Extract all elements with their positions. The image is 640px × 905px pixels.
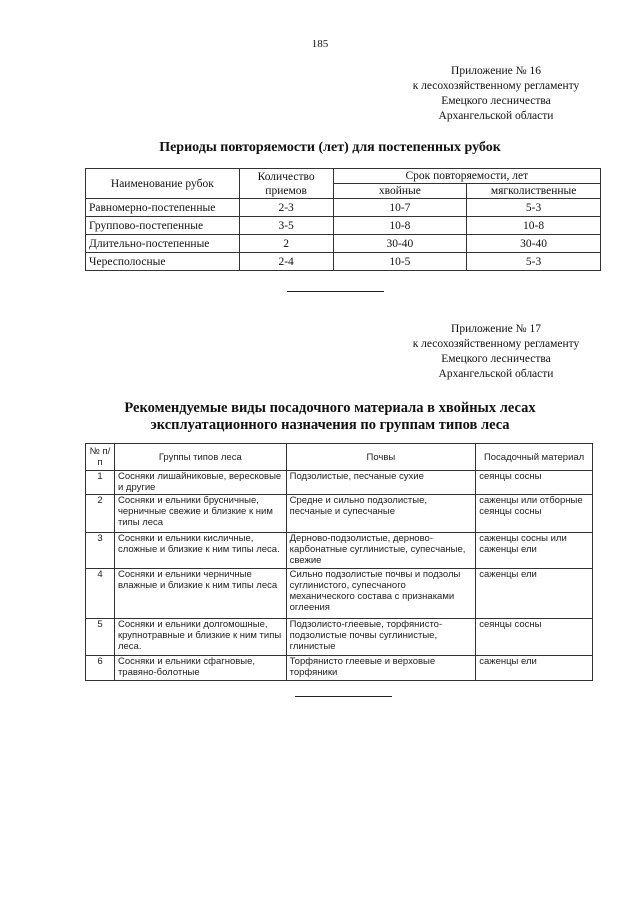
cell-num: 1 — [86, 471, 115, 495]
planting-material-table — [85, 443, 593, 681]
cell-group: Сосняки и ельники кисличные, сложные и близкие к ним типы леса. — [114, 533, 286, 569]
cell-num: 4 — [86, 569, 115, 619]
table-row — [86, 533, 593, 569]
page-number: 185 — [311, 38, 329, 50]
col-header-soft: мягколиственные — [467, 184, 601, 199]
col-header-period: Срок повторяемости, лет — [333, 169, 600, 184]
col-header-material: Посадочный материал — [476, 444, 593, 471]
col-header-count: Количество приемов — [239, 169, 333, 199]
cell-material: саженцы сосны или саженцы ели — [476, 533, 593, 569]
cell-soil: Сильно подзолистые почвы и подзолы суглинистого, супесчаного механического состава с признаками оглеения — [286, 569, 476, 619]
repeat-periods-table — [85, 168, 601, 271]
table-row — [86, 217, 601, 235]
appendix-16-line1: Приложение № 16 — [451, 65, 541, 77]
cell-num: 5 — [86, 619, 115, 656]
cell-count: 2 — [239, 235, 333, 253]
separator-rule — [287, 291, 384, 292]
table-row — [86, 471, 593, 495]
cell-count: 3-5 — [239, 217, 333, 235]
col-header-name: Наименование рубок — [86, 169, 240, 199]
cell-conifer: 30-40 — [333, 235, 467, 253]
appendix-16-line4: Архангельской области — [438, 110, 554, 122]
cell-group: Сосняки и ельники брусничные, черничные свежие и близкие к ним типы леса — [114, 495, 286, 533]
table2-title-line2: эксплуатационного назначения по группам типов леса — [150, 417, 510, 433]
appendix-16-line2: к лесохозяйственному регламенту — [412, 80, 580, 92]
appendix-16-line3: Емецкого лесничества — [441, 95, 551, 107]
cell-name: Группово-постепенные — [86, 217, 240, 235]
table1-title: Периоды повторяемости (лет) для постепенных рубок — [159, 140, 501, 155]
cell-group: Сосняки и ельники черничные влажные и близкие к ним типы леса — [114, 569, 286, 619]
cell-soil: Дерново-подзолистые, дерново-карбонатные суглинистые, супесчаные, свежие — [286, 533, 476, 569]
appendix-16-header — [396, 64, 596, 124]
cell-soft: 5-3 — [467, 253, 601, 271]
cell-soft: 5-3 — [467, 199, 601, 217]
table-row — [86, 235, 601, 253]
cell-count: 2-4 — [239, 253, 333, 271]
cell-material: сеянцы сосны — [476, 619, 593, 656]
cell-soil: Подзолисто-глеевые, торфянисто-подзолистые почвы суглинистые, глинистые — [286, 619, 476, 656]
table-row — [86, 619, 593, 656]
appendix-17-line1: Приложение № 17 — [451, 323, 541, 335]
cell-material: саженцы или отборные сеянцы сосны — [476, 495, 593, 533]
cell-soft: 30-40 — [467, 235, 601, 253]
separator-rule — [295, 696, 392, 697]
cell-group: Сосняки и ельники долгомошные, крупнотравные и близкие к ним типы леса. — [114, 619, 286, 656]
cell-num: 6 — [86, 656, 115, 681]
appendix-17-line2: к лесохозяйственному регламенту — [412, 338, 580, 350]
col-header-num: № п/п — [86, 444, 115, 471]
cell-conifer: 10-7 — [333, 199, 467, 217]
cell-soft: 10-8 — [467, 217, 601, 235]
cell-group: Сосняки лишайниковые, вересковые и другие — [114, 471, 286, 495]
cell-soil: Средне и сильно подзолистые, песчаные и супесчаные — [286, 495, 476, 533]
col-header-soils: Почвы — [286, 444, 476, 471]
col-header-conifer: хвойные — [333, 184, 467, 199]
cell-group: Сосняки и ельники сфагновые, травяно-болотные — [114, 656, 286, 681]
table-row — [86, 495, 593, 533]
cell-material: саженцы ели — [476, 656, 593, 681]
table-row — [86, 656, 593, 681]
appendix-17-line4: Архангельской области — [438, 368, 554, 380]
table2-title-line1: Рекомендуемые виды посадочного материала в хвойных лесах — [124, 400, 536, 416]
cell-soil: Торфянисто глеевые и верховые торфяники — [286, 656, 476, 681]
table-row — [86, 253, 601, 271]
table-row — [86, 199, 601, 217]
table2-title — [70, 400, 590, 434]
col-header-groups: Группы типов леса — [114, 444, 286, 471]
cell-material: сеянцы сосны — [476, 471, 593, 495]
appendix-17-line3: Емецкого лесничества — [441, 353, 551, 365]
cell-material: саженцы ели — [476, 569, 593, 619]
cell-num: 2 — [86, 495, 115, 533]
cell-count: 2-3 — [239, 199, 333, 217]
cell-soil: Подзолистые, песчаные сухие — [286, 471, 476, 495]
cell-conifer: 10-5 — [333, 253, 467, 271]
table-row — [86, 569, 593, 619]
cell-name: Равномерно-постепенные — [86, 199, 240, 217]
cell-num: 3 — [86, 533, 115, 569]
appendix-17-header — [396, 322, 596, 382]
cell-conifer: 10-8 — [333, 217, 467, 235]
cell-name: Длительно-постепенные — [86, 235, 240, 253]
cell-name: Чересполосные — [86, 253, 240, 271]
